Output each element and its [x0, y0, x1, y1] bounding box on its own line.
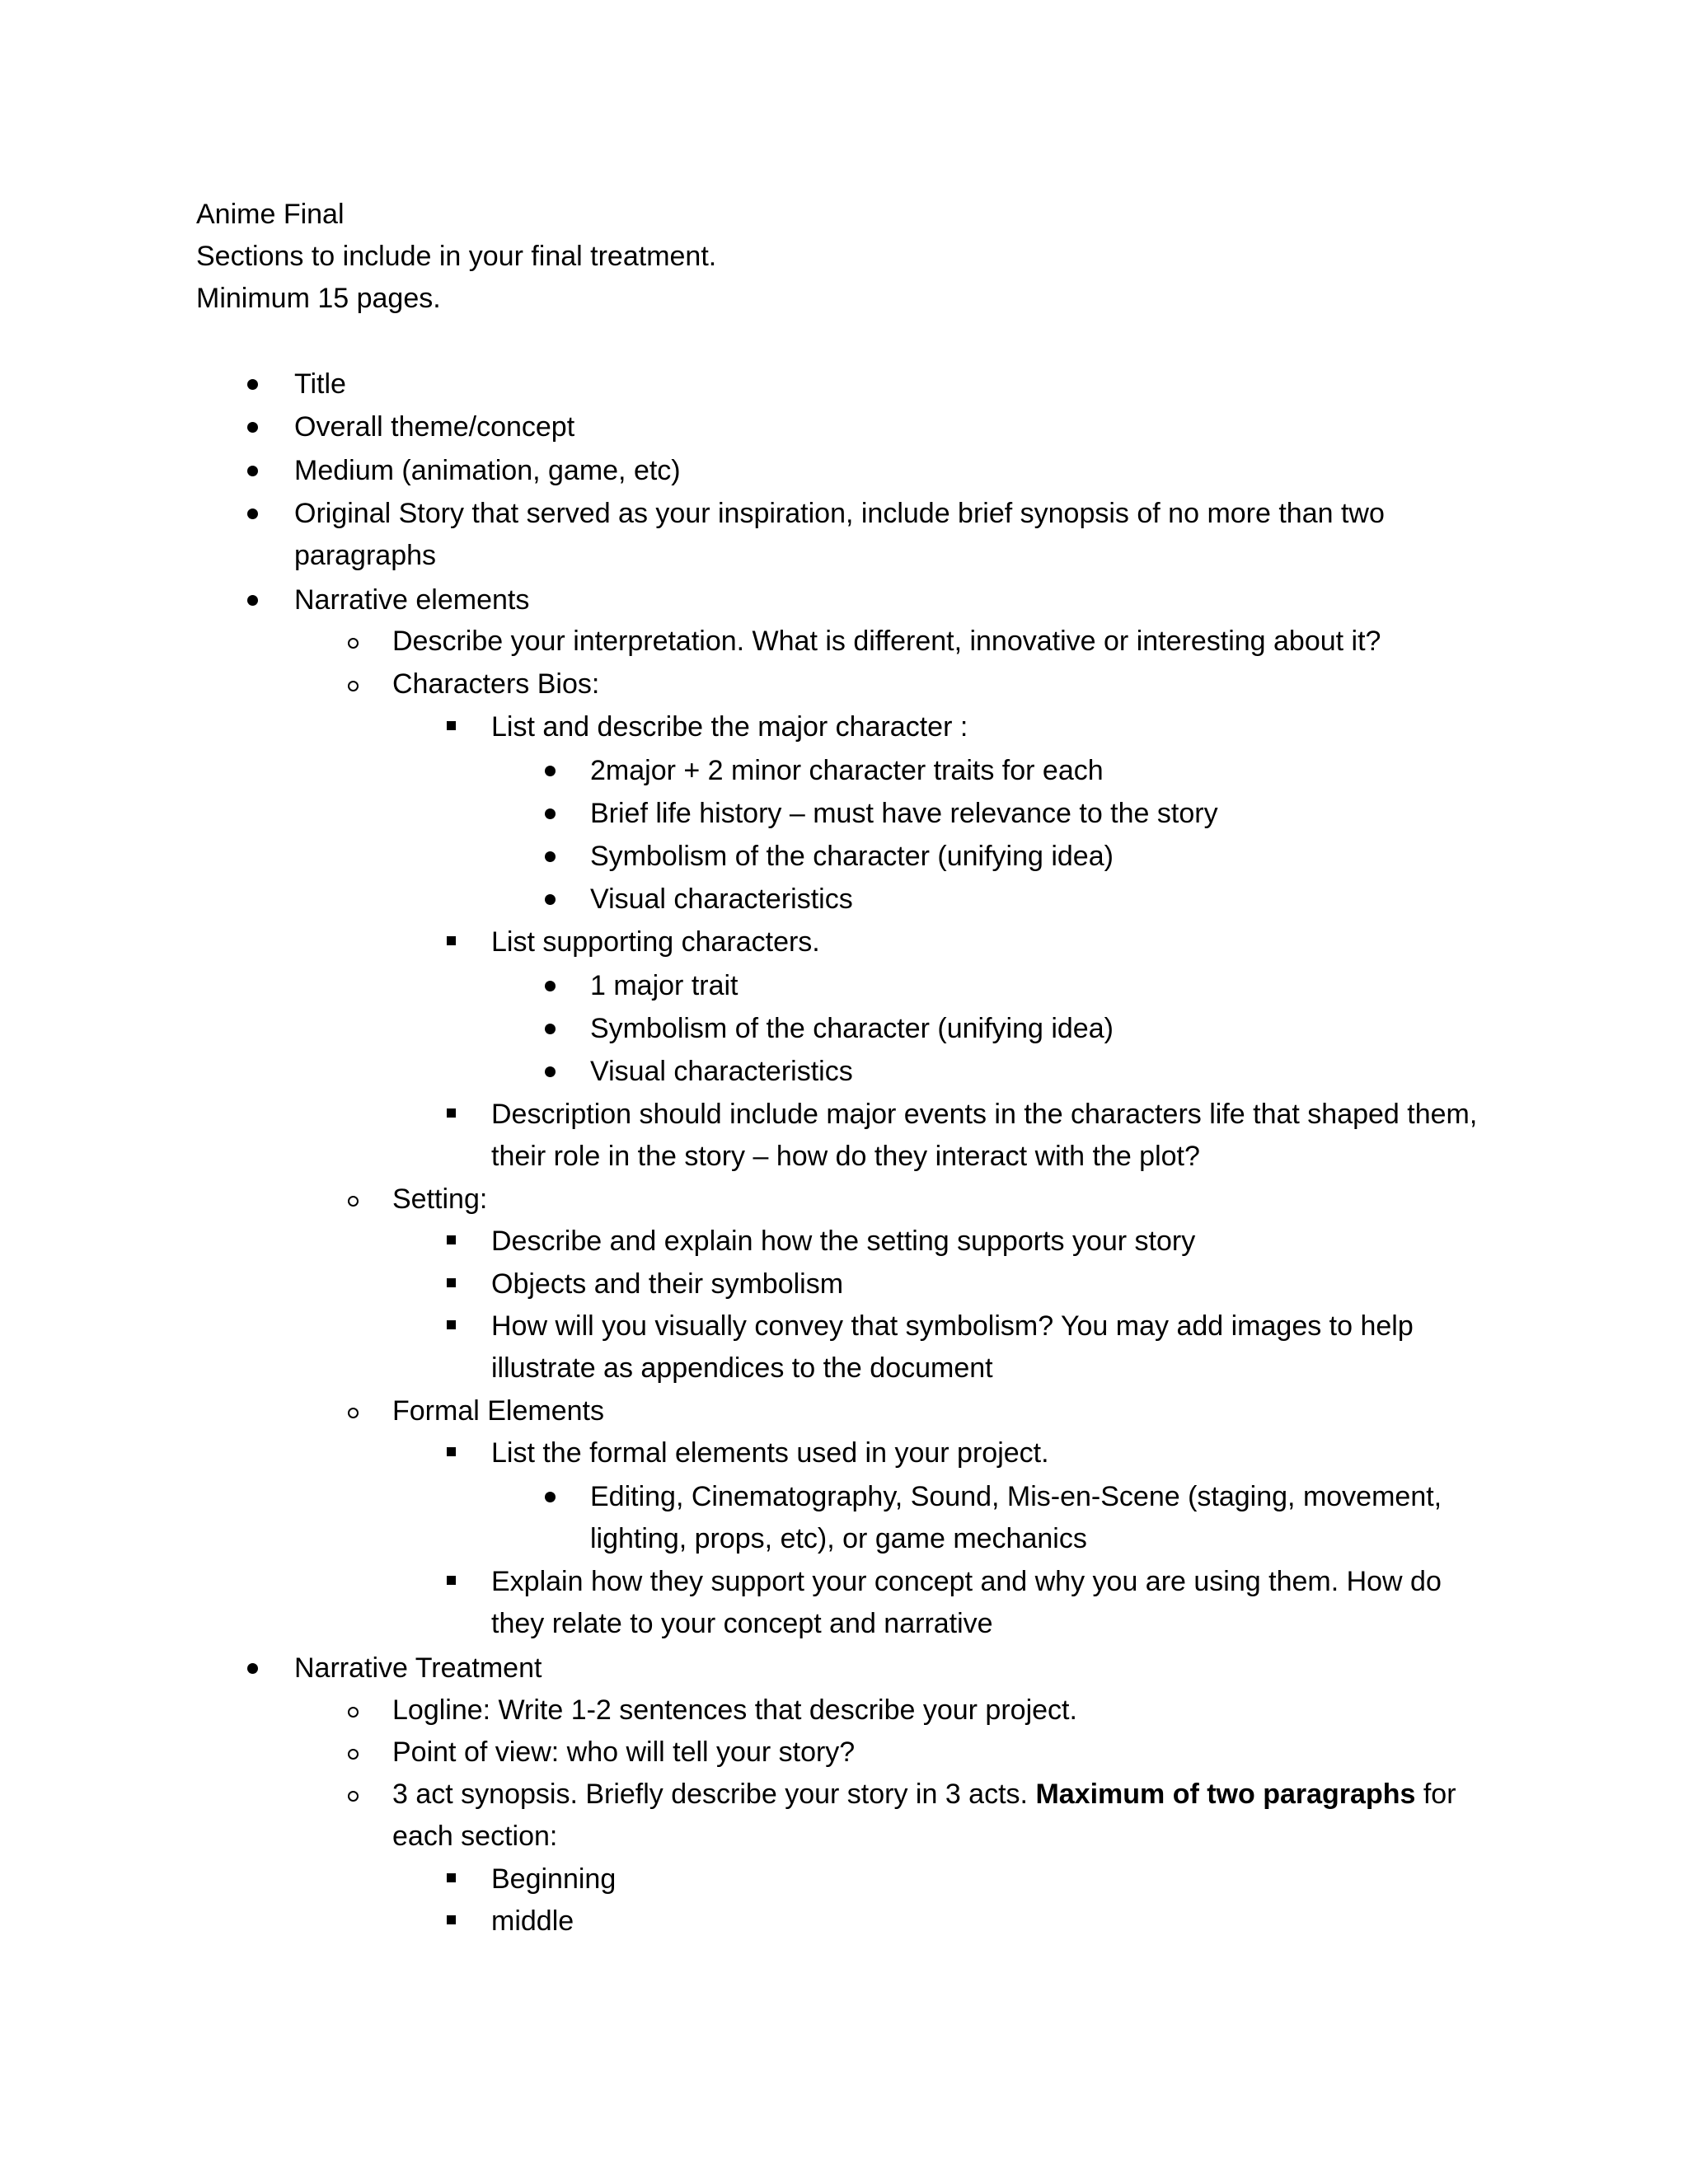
sub-sub-item-major-character: List and describe the major character :: [491, 711, 968, 743]
bullet-square-icon: [438, 1560, 463, 1585]
sub-item-formal-elements: Formal Elements: [392, 1395, 604, 1427]
bullet-square-icon: [438, 1093, 463, 1118]
document-subtitle: Sections to include in your final treatment.: [196, 241, 717, 272]
bullet-disc-icon: [240, 579, 265, 606]
bullet-square-icon: [438, 1900, 463, 1924]
formal-elements-explain: Explain how they support your concept and why you are using them. How do: [491, 1566, 1442, 1597]
detail-item: Visual characteristics: [590, 1056, 853, 1087]
bullet-circle-icon: [340, 620, 365, 649]
bullet-square-icon: [438, 705, 463, 730]
bullet-square-icon: [438, 1432, 463, 1456]
list-item-title: Title: [294, 368, 346, 400]
page-requirement: Minimum 15 pages.: [196, 283, 441, 314]
bullet-disc-icon: [240, 492, 265, 519]
bullet-disc-icon: [537, 1007, 562, 1034]
act-item: Beginning: [491, 1863, 617, 1895]
sub-sub-item-description-cont: their role in the story – how do they interact with the plot?: [491, 1141, 1200, 1172]
bullet-disc-icon: [240, 1647, 265, 1674]
sub-sub-item-description: Description should include major events in the characters life that shaped them,: [491, 1099, 1478, 1130]
bullet-square-icon: [438, 1220, 463, 1244]
detail-item: Brief life history – must have relevance to the story: [590, 798, 1218, 829]
bullet-disc-icon: [537, 1475, 562, 1502]
detail-item: Symbolism of the character (unifying idea): [590, 1013, 1114, 1044]
bullet-disc-icon: [537, 835, 562, 862]
sub-item-setting: Setting:: [392, 1183, 488, 1215]
bullet-square-icon: [438, 1305, 463, 1329]
list-item-narrative-elements: Narrative elements: [294, 584, 530, 616]
formal-elements-explain-cont: they relate to your concept and narrative: [491, 1608, 993, 1639]
bullet-circle-icon: [340, 1773, 365, 1802]
bullet-disc-icon: [537, 749, 562, 776]
detail-item: 2major + 2 minor character traits for each: [590, 755, 1104, 786]
list-item-theme: Overall theme/concept: [294, 411, 575, 443]
bullet-disc-icon: [240, 363, 265, 390]
document-title: Anime Final: [196, 199, 345, 230]
list-item-original-story: Original Story that served as your inspiration, include brief synopsis of no more than two: [294, 498, 1385, 529]
sub-item-logline: Logline: Write 1-2 sentences that describe your project.: [392, 1694, 1077, 1726]
bullet-square-icon: [438, 1263, 463, 1287]
bullet-circle-icon: [340, 1689, 365, 1718]
bullet-disc-icon: [537, 878, 562, 905]
sub-item-synopsis: [392, 1773, 1456, 1816]
bullet-circle-icon: [340, 663, 365, 691]
bullet-disc-icon: [537, 792, 562, 819]
sub-item-character-bios: Characters Bios:: [392, 668, 600, 700]
bullet-disc-icon: [537, 964, 562, 991]
formal-elements-examples: Editing, Cinematography, Sound, Mis-en-Scene (staging, movement,: [590, 1481, 1442, 1512]
setting-item-cont: illustrate as appendices to the document: [491, 1352, 993, 1384]
bullet-disc-icon: [240, 449, 265, 476]
synopsis-text: 3 act synopsis. Briefly describe your story in 3 acts.: [392, 1779, 1036, 1810]
bullet-square-icon: [438, 1858, 463, 1882]
formal-elements-examples-cont: lighting, props, etc), or game mechanics: [590, 1523, 1087, 1554]
sub-item-point-of-view: Point of view: who will tell your story?: [392, 1736, 856, 1768]
detail-item: Visual characteristics: [590, 883, 853, 915]
act-item: middle: [491, 1905, 574, 1937]
sub-item-synopsis-cont: each section:: [392, 1821, 558, 1852]
bullet-disc-icon: [537, 1050, 562, 1077]
formal-elements-list: List the formal elements used in your project.: [491, 1437, 1049, 1469]
bullet-circle-icon: [340, 1390, 365, 1418]
setting-item: Objects and their symbolism: [491, 1268, 844, 1300]
synopsis-text-end: for: [1415, 1779, 1456, 1810]
bullet-circle-icon: [340, 1731, 365, 1760]
bullet-circle-icon: [340, 1178, 365, 1207]
detail-item: Symbolism of the character (unifying idea): [590, 841, 1114, 872]
detail-item: 1 major trait: [590, 970, 738, 1001]
sub-sub-item-supporting-characters: List supporting characters.: [491, 926, 820, 958]
setting-item: How will you visually convey that symbolism? You may add images to help: [491, 1310, 1414, 1342]
synopsis-emphasis: Maximum of two paragraphs: [1035, 1779, 1416, 1810]
list-item-narrative-treatment: Narrative Treatment: [294, 1652, 542, 1684]
list-item-original-story-cont: paragraphs: [294, 540, 437, 571]
setting-item: Describe and explain how the setting supports your story: [491, 1226, 1196, 1257]
list-item-medium: Medium (animation, game, etc): [294, 455, 681, 486]
sub-item-interpretation: Describe your interpretation. What is different, innovative or interesting about it?: [392, 626, 1381, 657]
bullet-square-icon: [438, 921, 463, 945]
bullet-disc-icon: [240, 405, 265, 433]
